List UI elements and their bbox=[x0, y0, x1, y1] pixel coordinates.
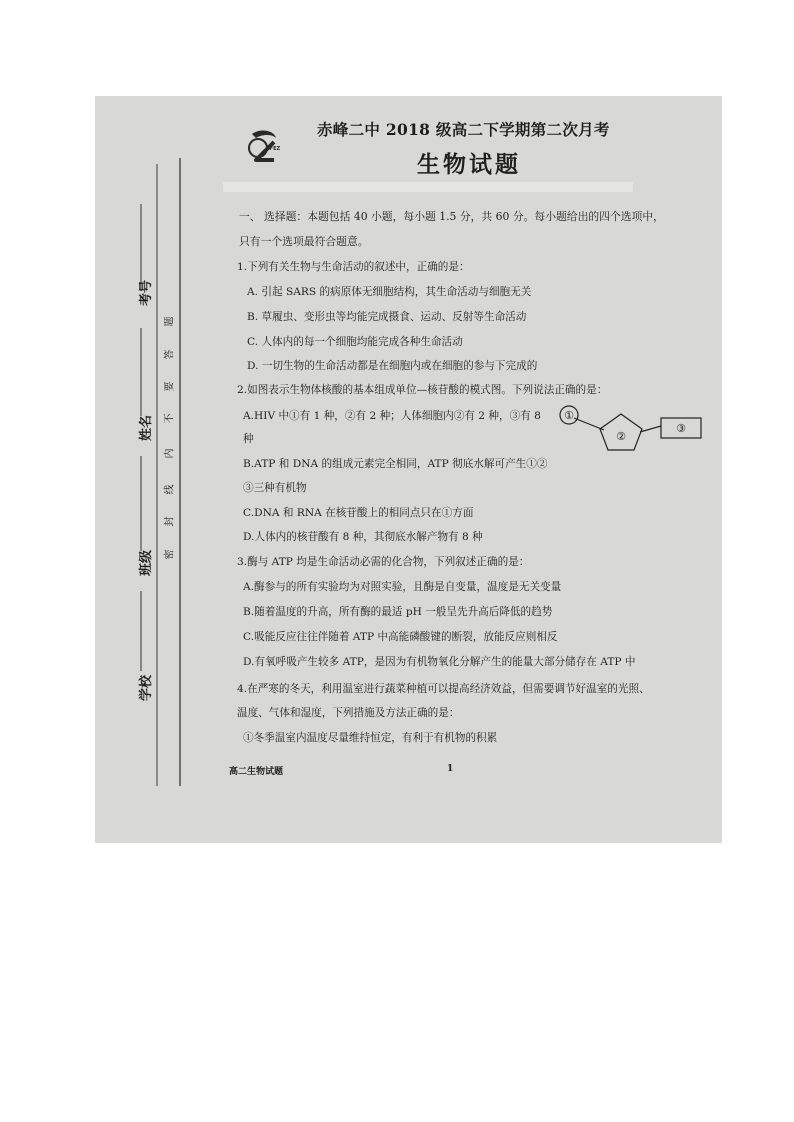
seal-char: 题 bbox=[164, 316, 176, 327]
question-1-option-c: C. 人体内的每一个细胞均能完成各种生命活动 bbox=[247, 336, 463, 348]
logo-text: CFEZ bbox=[266, 146, 281, 152]
nucleotide-diagram bbox=[557, 404, 707, 462]
question-1-stem: 1.下列有关生物与生命活动的叙述中，正确的是： bbox=[237, 261, 470, 273]
question-2-option-c: C.DNA 和 RNA 在核苷酸上的相同点只在①方面 bbox=[243, 507, 474, 519]
binding-label-school: 学校 bbox=[139, 674, 154, 701]
binding-label-name: 姓名 bbox=[139, 414, 154, 441]
pentagon-label: ② bbox=[616, 430, 626, 443]
school-logo bbox=[244, 126, 284, 168]
exam-subject-title: 生物试题 bbox=[417, 151, 521, 178]
question-3-option-b: B.随着温度的升高，所有酶的最适 pH 一般呈先升高后降低的趋势 bbox=[243, 606, 553, 618]
seal-char: 不 bbox=[164, 413, 176, 424]
question-1-option-b: B. 草履虫、变形虫等均能完成摄食、运动、反射等生命活动 bbox=[247, 311, 527, 323]
exam-school-title: 赤峰二中 2018 级高二下学期第二次月考 bbox=[317, 120, 610, 139]
question-4-stem-cont: 温度、气体和湿度，下列措施及方法正确的是： bbox=[237, 707, 460, 719]
question-3-option-a: A.酶参与的所有实验均为对照实验，且酶是自变量，温度是无关变量 bbox=[243, 581, 562, 593]
seal-char: 线 bbox=[164, 484, 176, 495]
seal-char: 密 bbox=[164, 549, 176, 560]
question-3-option-c: C.吸能反应往往伴随着 ATP 中高能磷酸键的断裂，放能反应则相反 bbox=[243, 631, 558, 643]
circle-label: ① bbox=[564, 409, 574, 422]
question-4-stem: 4.在严寒的冬天，利用温室进行蔬菜种植可以提高经济效益，但需要调节好温室的光照、 bbox=[237, 683, 650, 695]
binding-label-class: 班级 bbox=[139, 549, 154, 576]
box-label: ③ bbox=[676, 422, 686, 435]
question-2-option-a-cont: 种 bbox=[243, 433, 254, 445]
section-heading-line2: 只有一个选项最符合题意。 bbox=[239, 235, 369, 248]
question-3-stem: 3.酶与 ATP 均是生命活动必需的化合物，下列叙述正确的是： bbox=[237, 556, 530, 568]
seal-char: 答 bbox=[164, 349, 176, 360]
section-heading-line1: 一、 选择题：本题包括 40 小题，每小题 1.5 分，共 60 分。每小题给出的四个选项中， bbox=[239, 210, 664, 223]
seal-char: 要 bbox=[164, 381, 176, 392]
question-2-option-a: A.HIV 中①有 1 种，②有 2 种；人体细胞内②有 2 种，③有 8 bbox=[243, 410, 541, 422]
question-2-option-b: B.ATP 和 DNA 的组成元素完全相同，ATP 彻底水解可产生①② bbox=[243, 458, 548, 470]
question-4-item-1: ①冬季温室内温度尽量维持恒定，有利于有机物的积累 bbox=[243, 732, 498, 744]
question-2-option-d: D.人体内的核苷酸有 8 种，其彻底水解产物有 8 种 bbox=[243, 531, 483, 543]
scanned-exam-page bbox=[95, 96, 722, 843]
question-2-stem: 2.如图表示生物体核酸的基本组成单位—核苷酸的模式图。下列说法正确的是： bbox=[237, 384, 608, 396]
page-number: 1 bbox=[447, 764, 454, 774]
question-1-option-a: A. 引起 SARS 的病原体无细胞结构，其生命活动与细胞无关 bbox=[247, 286, 532, 298]
binding-label-exam-number: 考号 bbox=[139, 279, 154, 306]
seal-char: 封 bbox=[164, 516, 176, 527]
header-band bbox=[223, 182, 633, 192]
question-1-option-d: D. 一切生物的生命活动都是在细胞内或在细胞的参与下完成的 bbox=[247, 360, 538, 372]
question-3-option-d: D.有氧呼吸产生较多 ATP，是因为有机物氧化分解产生的能量大部分储存在 ATP 中 bbox=[243, 656, 636, 668]
question-2-option-b-cont: ③三种有机物 bbox=[243, 482, 307, 494]
footer-subject: 高二生物试题 bbox=[229, 767, 284, 777]
seal-char: 内 bbox=[164, 448, 176, 459]
